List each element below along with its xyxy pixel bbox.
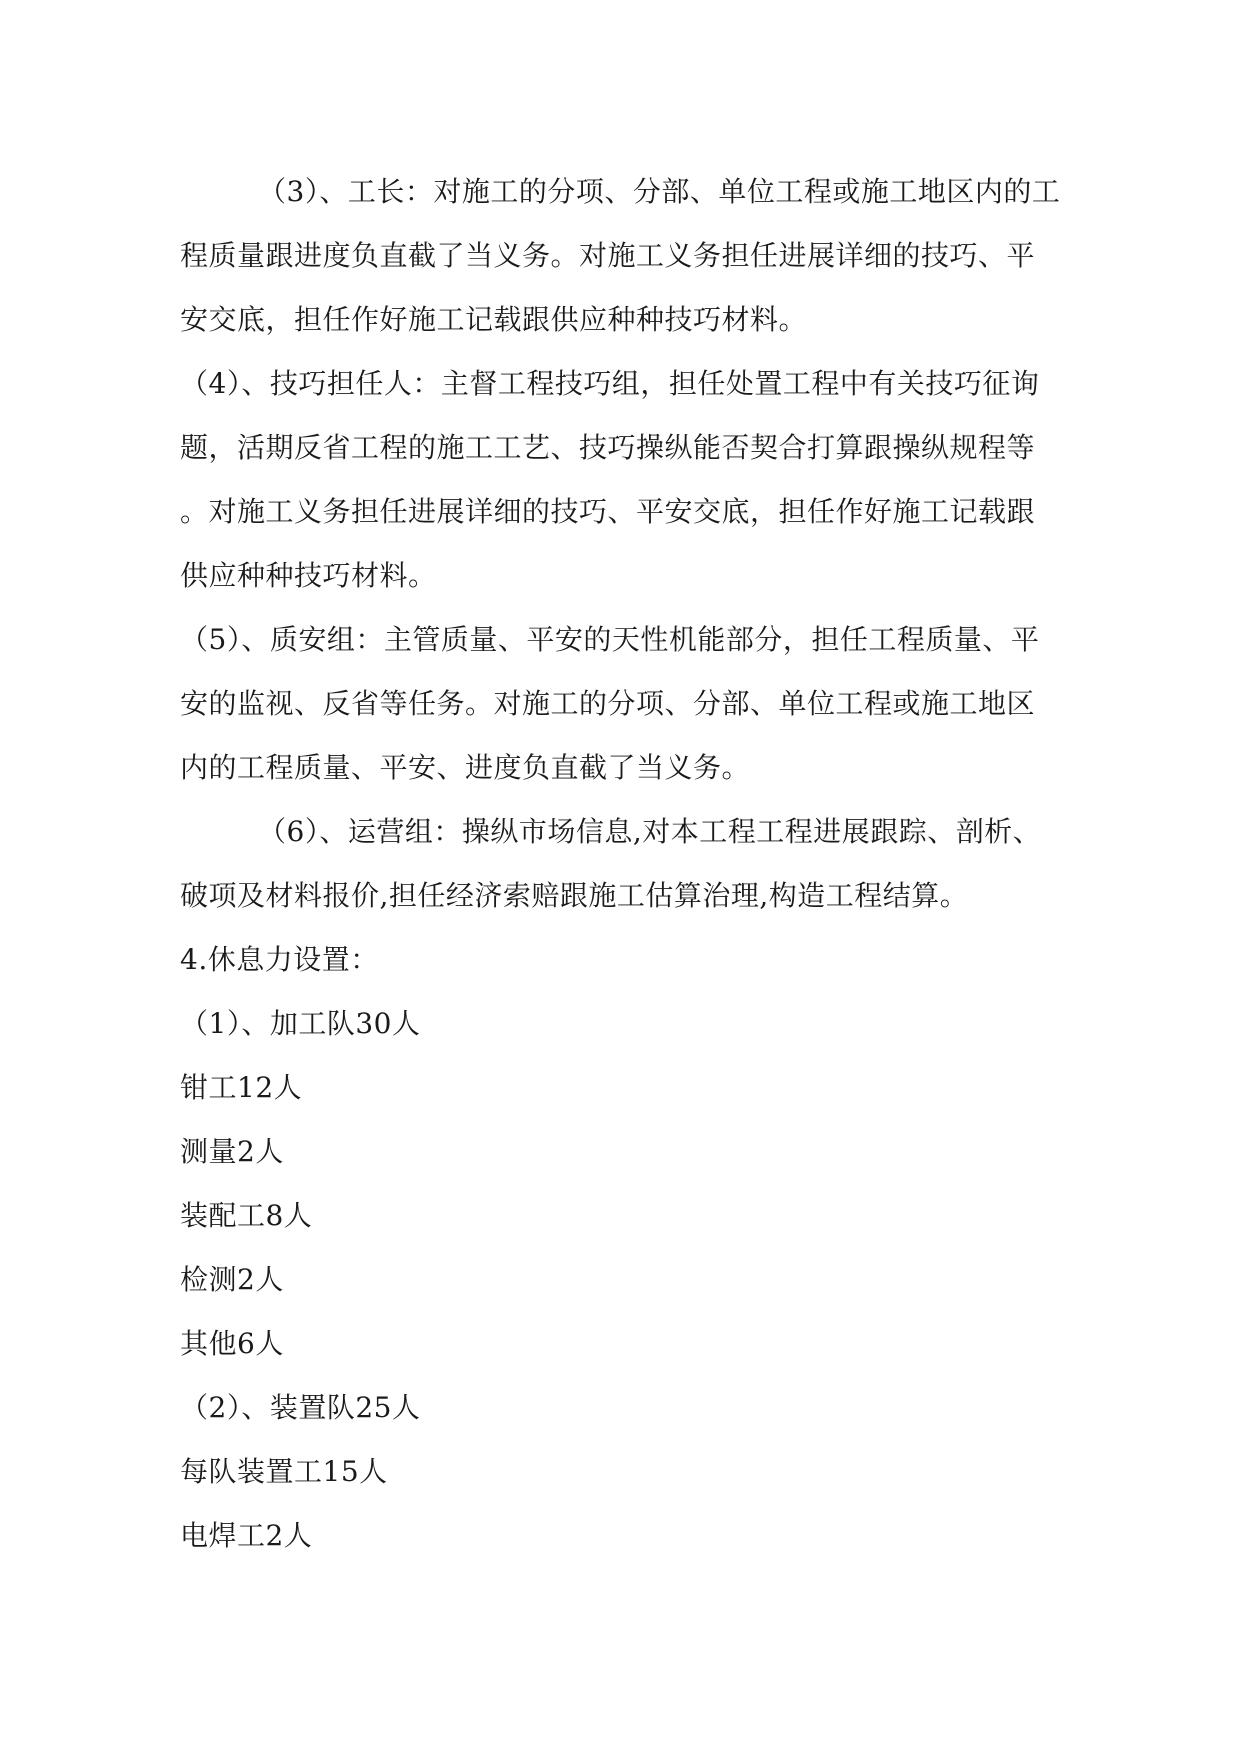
paragraph-technical-lead-line-2: 题，活期反省工程的施工工艺、技巧操纵能否契合打算跟操纵规程等	[180, 431, 1036, 464]
list-item-welders: 电焊工2人	[180, 1519, 313, 1552]
list-item-installation-team: （2）、装置队25人	[180, 1391, 421, 1424]
list-item-processing-team: （1）、加工队30人	[180, 1007, 421, 1040]
list-item-inspectors: 检测2人	[180, 1263, 284, 1296]
paragraph-quality-safety-line-1: （5）、质安组：主管质量、平安的天性机能部分，担任工程质量、平	[180, 623, 1040, 656]
list-item-installers: 每队装置工15人	[180, 1455, 388, 1488]
list-item-others: 其他6人	[180, 1327, 284, 1360]
paragraph-technical-lead-line-1: （4）、技巧担任人：主督工程技巧组，担任处置工程中有关技巧征询	[180, 367, 1040, 400]
section-heading-labor: 4.休息力设置：	[180, 943, 379, 976]
paragraph-operations-line-2: 破项及材料报价,担任经济索赔跟施工估算治理,构造工程结算。	[180, 879, 969, 912]
paragraph-quality-safety-line-3: 内的工程质量、平安、进度负直截了当义务。	[180, 751, 751, 784]
paragraph-foreman-line-1: （3）、工长：对施工的分项、分部、单位工程或施工地区内的工	[258, 175, 1061, 208]
paragraph-foreman-line-2: 程质量跟进度负直截了当义务。对施工义务担任进展详细的技巧、平	[180, 239, 1036, 272]
list-item-assemblers: 装配工8人	[180, 1199, 313, 1232]
paragraph-technical-lead-line-4: 供应种种技巧材料。	[180, 559, 437, 592]
list-item-fitters: 钳工12人	[180, 1071, 303, 1104]
paragraph-technical-lead-line-3: 。对施工义务担任进展详细的技巧、平安交底，担任作好施工记载跟	[180, 495, 1036, 528]
paragraph-foreman-line-3: 安交底，担任作好施工记载跟供应种种技巧材料。	[180, 303, 808, 336]
list-item-surveyors: 测量2人	[180, 1135, 284, 1168]
paragraph-quality-safety-line-2: 安的监视、反省等任务。对施工的分项、分部、单位工程或施工地区	[180, 687, 1036, 720]
paragraph-operations-line-1: （6）、运营组：操纵市场信息,对本工程工程进展跟踪、剖析、	[258, 815, 1042, 848]
